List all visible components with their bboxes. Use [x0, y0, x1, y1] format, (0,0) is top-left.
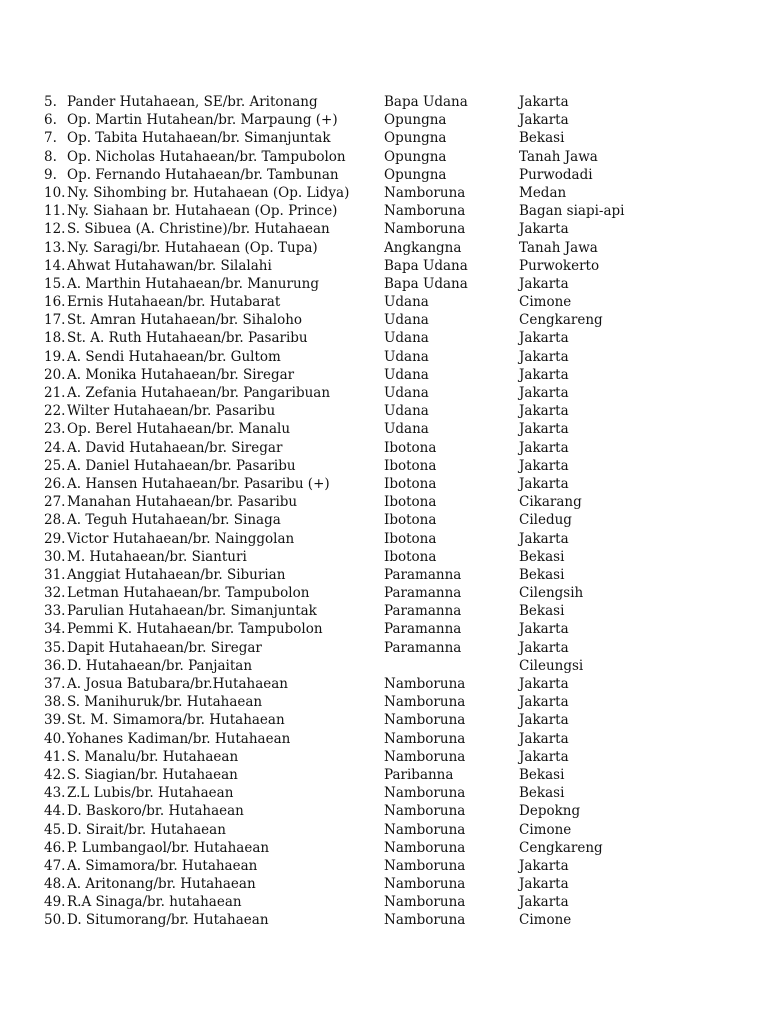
entry-name: Pemmi K. Hutahaean/br. Tampubolon: [67, 621, 323, 638]
list-item: [44, 657, 744, 675]
entry-number: 32.: [44, 585, 66, 602]
entry-relation: Opungna: [384, 112, 447, 129]
entry-city: Cimone: [519, 912, 572, 929]
entry-city: Jakarta: [519, 275, 569, 292]
entry-name: Op. Berel Hutahaean/br. Manalu: [67, 421, 291, 438]
entry-relation: Udana: [384, 403, 429, 420]
entry-number: 9.: [44, 166, 57, 183]
entry-city: Jakarta: [519, 676, 569, 692]
entry-name: Ahwat Hutahawan/br. Silalahi: [67, 257, 272, 274]
entry-name: P. Lumbangaol/br. Hutahaean: [67, 839, 270, 856]
list-item: [44, 584, 744, 602]
entry-city: Cimone: [519, 821, 572, 838]
entry-number: 43.: [44, 785, 66, 802]
entry-name: A. Sendi Hutahaean/br. Gultom: [67, 348, 281, 365]
list-item: [44, 530, 744, 548]
entry-name: St. A. Ruth Hutahaean/br. Pasaribu: [67, 330, 308, 347]
entry-number: 11.: [44, 203, 66, 220]
entry-relation: Namboruna: [384, 912, 466, 929]
list-item: [44, 93, 744, 111]
entry-city: Jakarta: [519, 530, 569, 547]
entry-number: 39.: [44, 712, 66, 729]
entry-number: 21.: [44, 385, 66, 401]
list-item: [44, 129, 744, 147]
list-item: [44, 366, 744, 384]
entry-city: Jakarta: [519, 730, 569, 747]
entry-relation: Bapa Udana: [384, 94, 468, 110]
entry-relation: Udana: [384, 421, 429, 438]
entry-name: A. Simamora/br. Hutahaean: [67, 857, 258, 874]
entry-name: Dapit Hutahaean/br. Siregar: [67, 639, 262, 656]
entry-relation: Udana: [384, 385, 429, 401]
entry-number: 38.: [44, 694, 66, 711]
entry-relation: Udana: [384, 348, 429, 365]
entry-relation: Namboruna: [384, 876, 466, 893]
entry-name: Op. Martin Hutahean/br. Marpaung (+): [67, 112, 338, 129]
entry-number: 25.: [44, 457, 66, 474]
entry-relation: Bapa Udana: [384, 275, 468, 292]
entry-relation: Opungna: [384, 130, 447, 147]
entry-city: Bekasi: [519, 130, 565, 147]
entry-city: Depokng: [519, 803, 581, 820]
list-item: [44, 511, 744, 529]
entry-number: 49.: [44, 894, 66, 911]
list-item: [44, 911, 744, 929]
entry-relation: Opungna: [384, 166, 447, 183]
entry-number: 13.: [44, 239, 66, 256]
entry-number: 50.: [44, 912, 66, 929]
entry-number: 30.: [44, 548, 66, 565]
entry-relation: Namboruna: [384, 821, 466, 838]
list-item: [44, 784, 744, 802]
entry-relation: Ibotona: [384, 530, 437, 547]
list-item: [44, 148, 744, 166]
entry-city: Jakarta: [519, 621, 569, 638]
entry-city: Jakarta: [519, 748, 569, 765]
entry-city: Jakarta: [519, 876, 569, 893]
list-item: [44, 202, 744, 220]
entry-relation: Bapa Udana: [384, 257, 468, 274]
entry-city: Jakarta: [519, 94, 569, 110]
entry-name: A. Aritonang/br. Hutahaean: [67, 876, 256, 893]
entry-city: Jakarta: [519, 712, 569, 729]
entry-relation: Namboruna: [384, 839, 466, 856]
entry-name: A. Hansen Hutahaean/br. Pasaribu (+): [67, 475, 330, 492]
entry-relation: Namboruna: [384, 712, 466, 729]
list-item: [44, 548, 744, 566]
entry-relation: Namboruna: [384, 694, 466, 711]
entry-relation: Namboruna: [384, 184, 466, 201]
entry-number: 7.: [44, 130, 57, 147]
entry-name: St. M. Simamora/br. Hutahaean: [67, 712, 285, 729]
entry-name: Manahan Hutahaean/br. Pasaribu: [67, 494, 298, 511]
list-item: [44, 839, 744, 857]
entry-city: Jakarta: [519, 366, 569, 383]
entry-name: Yohanes Kadiman/br. Hutahaean: [67, 730, 291, 747]
entry-relation: Paribanna: [384, 766, 454, 783]
entry-relation: Ibotona: [384, 494, 437, 511]
list-item: [44, 875, 744, 893]
entry-number: 29.: [44, 530, 66, 547]
list-item: [44, 711, 744, 729]
entry-number: 42.: [44, 766, 66, 783]
entry-number: 34.: [44, 621, 66, 638]
list-item: [44, 220, 744, 238]
entry-name: Victor Hutahaean/br. Nainggolan: [67, 530, 295, 547]
entry-relation: Opungna: [384, 148, 447, 165]
entry-city: Purwodadi: [519, 166, 593, 183]
entry-relation: Ibotona: [384, 457, 437, 474]
entry-name: A. Marthin Hutahaean/br. Manurung: [67, 275, 319, 292]
entry-name: Anggiat Hutahaean/br. Siburian: [67, 566, 286, 583]
list-item: [44, 239, 744, 257]
entry-number: 20.: [44, 366, 66, 383]
entry-name: Ny. Sihombing br. Hutahaean (Op. Lidya): [67, 184, 350, 201]
list-item: [44, 348, 744, 366]
entry-city: Tanah Jawa: [519, 148, 598, 165]
entry-city: Jakarta: [519, 457, 569, 474]
family-list: [44, 93, 744, 930]
list-item: [44, 821, 744, 839]
entry-name: R.A Sinaga/br. hutahaean: [67, 894, 242, 911]
entry-name: A. Daniel Hutahaean/br. Pasaribu: [67, 457, 296, 474]
list-item: [44, 620, 744, 638]
entry-name: S. Manalu/br. Hutahaean: [67, 748, 239, 765]
entry-name: Letman Hutahaean/br. Tampubolon: [67, 585, 310, 602]
entry-number: 23.: [44, 421, 66, 438]
entry-number: 37.: [44, 676, 66, 692]
entry-name: D. Situmorang/br. Hutahaean: [67, 912, 269, 929]
entry-number: 31.: [44, 566, 66, 583]
entry-number: 19.: [44, 348, 66, 365]
entry-city: Cengkareng: [519, 839, 603, 856]
list-item: [44, 566, 744, 584]
entry-name: S. Siagian/br. Hutahaean: [67, 766, 238, 783]
entry-relation: Namboruna: [384, 203, 466, 220]
entry-number: 40.: [44, 730, 66, 747]
entry-name: Ernis Hutahaean/br. Hutabarat: [67, 294, 281, 311]
list-item: [44, 748, 744, 766]
entry-city: Jakarta: [519, 421, 569, 438]
list-item: [44, 693, 744, 711]
list-item: [44, 639, 744, 657]
list-item: [44, 730, 744, 748]
list-item: [44, 184, 744, 202]
entry-number: 24.: [44, 439, 66, 456]
entry-name: A. Josua Batubara/br.Hutahaean: [67, 676, 288, 692]
list-item: [44, 275, 744, 293]
entry-number: 17.: [44, 312, 66, 329]
entry-relation: Udana: [384, 330, 429, 347]
entry-relation: Paramanna: [384, 639, 462, 656]
entry-number: 26.: [44, 475, 66, 492]
list-item: [44, 475, 744, 493]
entry-city: Bekasi: [519, 566, 565, 583]
entry-relation: Ibotona: [384, 548, 437, 565]
list-item: [44, 602, 744, 620]
list-item: [44, 384, 744, 402]
entry-relation: Ibotona: [384, 439, 437, 456]
entry-number: 28.: [44, 512, 66, 529]
entry-relation: Namboruna: [384, 221, 466, 238]
entry-relation: Paramanna: [384, 603, 462, 620]
list-item: [44, 675, 744, 693]
list-item: [44, 493, 744, 511]
entry-city: Jakarta: [519, 330, 569, 347]
list-item: [44, 857, 744, 875]
entry-name: St. Amran Hutahaean/br. Sihaloho: [67, 312, 303, 329]
entry-name: Wilter Hutahaean/br. Pasaribu: [67, 403, 276, 420]
entry-city: Bekasi: [519, 603, 565, 620]
entry-city: Jakarta: [519, 385, 569, 401]
entry-number: 14.: [44, 257, 66, 274]
entry-name: D. Hutahaean/br. Panjaitan: [67, 657, 253, 674]
entry-city: Cikarang: [519, 494, 582, 511]
entry-relation: Angkangna: [384, 239, 462, 256]
entry-city: Bekasi: [519, 766, 565, 783]
entry-city: Cileungsi: [519, 657, 584, 674]
entry-number: 18.: [44, 330, 66, 347]
entry-city: Jakarta: [519, 475, 569, 492]
entry-number: 46.: [44, 839, 66, 856]
entry-relation: Namboruna: [384, 803, 466, 820]
entry-name: Op. Nicholas Hutahaean/br. Tampubolon: [67, 148, 346, 165]
entry-name: A. Zefania Hutahaean/br. Pangaribuan: [67, 385, 331, 401]
list-item: [44, 111, 744, 129]
entry-number: 27.: [44, 494, 66, 511]
entry-number: 22.: [44, 403, 66, 420]
entry-name: Pander Hutahaean, SE/br. Aritonang: [67, 94, 318, 110]
entry-number: 6.: [44, 112, 57, 129]
entry-city: Tanah Jawa: [519, 239, 598, 256]
list-item: [44, 293, 744, 311]
entry-relation: Udana: [384, 366, 429, 383]
entry-number: 10.: [44, 184, 66, 201]
entry-number: 45.: [44, 821, 66, 838]
entry-number: 35.: [44, 639, 66, 656]
entry-name: M. Hutahaean/br. Sianturi: [67, 548, 247, 565]
entry-city: Bagan siapi-api: [519, 203, 625, 220]
entry-relation: Namboruna: [384, 857, 466, 874]
entry-city: Jakarta: [519, 112, 569, 129]
entry-number: 47.: [44, 857, 66, 874]
entry-city: Bekasi: [519, 785, 565, 802]
entry-city: Jakarta: [519, 439, 569, 456]
entry-number: 8.: [44, 148, 57, 165]
entry-number: 12.: [44, 221, 66, 238]
entry-city: Jakarta: [519, 221, 569, 238]
entry-relation: Ibotona: [384, 512, 437, 529]
entry-name: A. Teguh Hutahaean/br. Sinaga: [67, 512, 281, 529]
list-item: [44, 402, 744, 420]
entry-number: 48.: [44, 876, 66, 893]
entry-relation: Paramanna: [384, 621, 462, 638]
entry-name: Ny. Saragi/br. Hutahaean (Op. Tupa): [67, 239, 318, 256]
entry-relation: Paramanna: [384, 566, 462, 583]
entry-relation: Ibotona: [384, 475, 437, 492]
entry-city: Ciledug: [519, 512, 572, 529]
entry-city: Cengkareng: [519, 312, 603, 329]
entry-relation: Namboruna: [384, 894, 466, 911]
list-item: [44, 802, 744, 820]
entry-relation: Namboruna: [384, 785, 466, 802]
entry-name: A. David Hutahaean/br. Siregar: [67, 439, 283, 456]
entry-city: Jakarta: [519, 857, 569, 874]
entry-relation: Namboruna: [384, 748, 466, 765]
entry-number: 41.: [44, 748, 66, 765]
entry-name: S. Sibuea (A. Christine)/br. Hutahaean: [67, 221, 330, 238]
list-item: [44, 457, 744, 475]
entry-number: 33.: [44, 603, 66, 620]
list-item: [44, 311, 744, 329]
entry-city: Medan: [519, 184, 567, 201]
entry-name: Ny. Siahaan br. Hutahaean (Op. Prince): [67, 203, 338, 220]
entry-city: Jakarta: [519, 639, 569, 656]
entry-name: Op. Fernando Hutahaean/br. Tambunan: [67, 166, 339, 183]
entry-name: A. Monika Hutahaean/br. Siregar: [67, 366, 295, 383]
entry-city: Jakarta: [519, 694, 569, 711]
entry-city: Bekasi: [519, 548, 565, 565]
entry-city: Jakarta: [519, 894, 569, 911]
list-item: [44, 893, 744, 911]
entry-name: Parulian Hutahaean/br. Simanjuntak: [67, 603, 317, 620]
list-item: [44, 166, 744, 184]
entry-name: D. Sirait/br. Hutahaean: [67, 821, 226, 838]
list-item: [44, 439, 744, 457]
entry-relation: Namboruna: [384, 676, 466, 692]
entry-relation: Paramanna: [384, 585, 462, 602]
entry-relation: Namboruna: [384, 730, 466, 747]
entry-city: Cimone: [519, 294, 572, 311]
list-item: [44, 766, 744, 784]
entry-relation: Udana: [384, 312, 429, 329]
entry-city: Jakarta: [519, 403, 569, 420]
entry-city: Cilengsih: [519, 585, 584, 602]
entry-number: 44.: [44, 803, 66, 820]
entry-number: 36.: [44, 657, 66, 674]
entry-name: Z.L Lubis/br. Hutahaean: [67, 785, 234, 802]
entry-relation: Udana: [384, 294, 429, 311]
list-item: [44, 420, 744, 438]
entry-name: Op. Tabita Hutahaean/br. Simanjuntak: [67, 130, 331, 147]
entry-name: D. Baskoro/br. Hutahaean: [67, 803, 244, 820]
entry-name: S. Manihuruk/br. Hutahaean: [67, 694, 263, 711]
entry-number: 5.: [44, 94, 57, 110]
list-item: [44, 257, 744, 275]
entry-number: 16.: [44, 294, 66, 311]
entry-city: Purwokerto: [519, 257, 600, 274]
entry-city: Jakarta: [519, 348, 569, 365]
entry-number: 15.: [44, 275, 66, 292]
list-item: [44, 329, 744, 347]
